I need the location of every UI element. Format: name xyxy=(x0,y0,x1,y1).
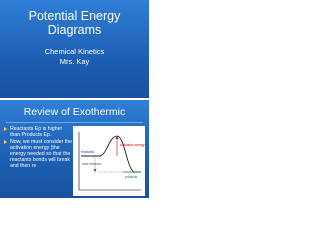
slide-2-heading: Review of Exothermic xyxy=(23,106,126,118)
reactants-label: reactants xyxy=(81,150,95,154)
bullet-item xyxy=(4,139,72,169)
activation-energy-label: Activation energy xyxy=(120,143,145,147)
slide-title-heading xyxy=(0,9,149,37)
bullet-arrow-icon xyxy=(4,140,7,144)
title-line-2: Diagrams xyxy=(47,23,102,37)
bullet-text: Reactants Ep is higher than Products Ep. xyxy=(10,126,63,138)
products-label: products xyxy=(125,175,138,179)
subtitle-line-1: Chemical Kinetics xyxy=(44,47,105,56)
bullet-list xyxy=(4,126,72,170)
slide-title[interactable] xyxy=(0,0,149,98)
energy-curve xyxy=(81,136,141,172)
energy-diagram xyxy=(73,126,145,196)
bullet-text: Now, we must consider the activation energy (the energy needed so that the reactants bonds will break and then re xyxy=(10,139,72,169)
slide-review-exothermic[interactable] xyxy=(0,100,149,198)
heat-arrowhead xyxy=(94,169,97,172)
bullet-item xyxy=(4,126,72,138)
energy-diagram-svg xyxy=(73,126,145,196)
slide-subtitle xyxy=(0,47,149,67)
bullet-arrow-icon xyxy=(4,127,7,131)
subtitle-line-2: Mrs. Kay xyxy=(59,57,90,66)
title-divider xyxy=(6,122,143,123)
title-line-1: Potential Energy xyxy=(28,9,121,23)
heat-released-label: heat released xyxy=(82,162,102,166)
